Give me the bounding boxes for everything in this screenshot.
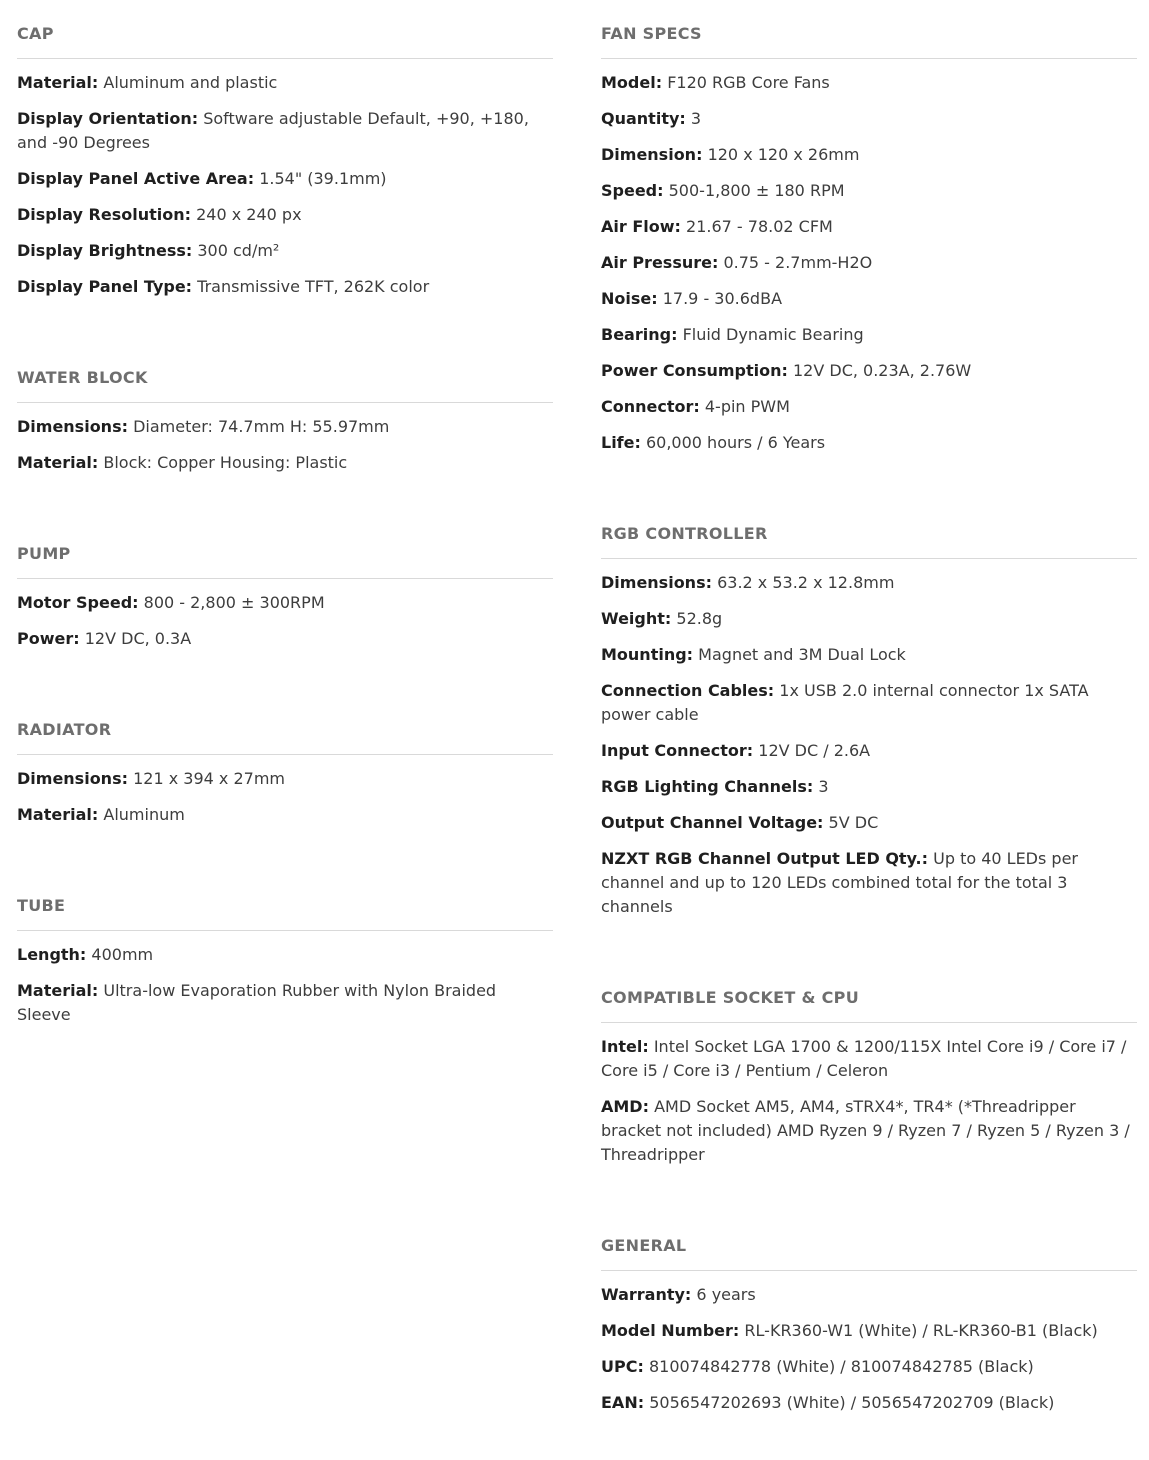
spec-label: NZXT RGB Channel Output LED Qty.: — [601, 849, 929, 868]
spec-label: Dimensions: — [17, 417, 128, 436]
spec-value: RL-KR360-W1 (White) / RL-KR360-B1 (Black) — [744, 1321, 1098, 1340]
spec-label: Intel: — [601, 1037, 649, 1056]
spec-value: 240 x 240 px — [196, 205, 302, 224]
spec-row — [601, 323, 1137, 347]
spec-label: EAN: — [601, 1393, 645, 1412]
section-heading: RADIATOR — [17, 696, 553, 755]
spec-value: 12V DC / 2.6A — [758, 741, 871, 760]
spec-row — [601, 847, 1137, 919]
section-heading: TUBE — [17, 872, 553, 931]
spec-row — [601, 643, 1137, 667]
spec-label: Connector: — [601, 397, 700, 416]
spec-label: AMD: — [601, 1097, 649, 1116]
spec-section-radiator — [17, 696, 553, 827]
spec-row — [601, 359, 1137, 383]
spec-section-tube — [17, 872, 553, 1027]
section-heading: GENERAL — [601, 1212, 1137, 1271]
spec-value: 400mm — [91, 945, 154, 964]
spec-row — [17, 203, 553, 227]
section-heading: PUMP — [17, 520, 553, 579]
spec-value: 52.8g — [676, 609, 723, 628]
left-spec-column — [17, 0, 553, 1072]
spec-value: 1.54" (39.1mm) — [259, 169, 387, 188]
spec-row — [601, 251, 1137, 275]
spec-row — [601, 775, 1137, 799]
spec-row — [17, 71, 553, 95]
spec-row — [601, 179, 1137, 203]
section-heading: CAP — [17, 0, 553, 59]
spec-label: Life: — [601, 433, 641, 452]
spec-label: Display Brightness: — [17, 241, 193, 260]
spec-value: 120 x 120 x 26mm — [707, 145, 860, 164]
spec-label: Noise: — [601, 289, 658, 308]
spec-section-rgb-controller — [601, 500, 1137, 919]
spec-label: Material: — [17, 73, 99, 92]
spec-row — [601, 1391, 1137, 1415]
spec-value: Block: Copper Housing: Plastic — [103, 453, 348, 472]
spec-label: Model Number: — [601, 1321, 740, 1340]
spec-label: Dimension: — [601, 145, 703, 164]
spec-label: Power: — [17, 629, 80, 648]
spec-label: Model: — [601, 73, 663, 92]
spec-label: Warranty: — [601, 1285, 692, 1304]
spec-row — [17, 767, 553, 791]
spec-row — [17, 239, 553, 263]
spec-value: Magnet and 3M Dual Lock — [698, 645, 906, 664]
spec-row — [601, 679, 1137, 727]
spec-row — [17, 275, 553, 299]
spec-label: Material: — [17, 981, 99, 1000]
spec-value: 121 x 394 x 27mm — [133, 769, 285, 788]
spec-label: Dimensions: — [17, 769, 128, 788]
spec-value: 63.2 x 53.2 x 12.8mm — [717, 573, 895, 592]
spec-value: 3 — [690, 109, 702, 128]
spec-value: Transmissive TFT, 262K color — [197, 277, 430, 296]
spec-value: 12V DC, 0.23A, 2.76W — [792, 361, 972, 380]
spec-label: Speed: — [601, 181, 664, 200]
spec-label: Display Orientation: — [17, 109, 199, 128]
spec-row — [17, 591, 553, 615]
spec-label: Connection Cables: — [601, 681, 775, 700]
spec-value: 6 years — [696, 1285, 756, 1304]
spec-label: Display Panel Type: — [17, 277, 193, 296]
spec-label: Material: — [17, 805, 99, 824]
spec-section-water-block — [17, 344, 553, 475]
spec-row — [17, 451, 553, 475]
spec-value: Aluminum — [103, 805, 185, 824]
spec-value: 500-1,800 ± 180 RPM — [668, 181, 845, 200]
right-spec-column — [601, 0, 1137, 1460]
spec-value: Up to 40 LEDs per channel and up to 120 LEDs combined total for the total 3 channels — [601, 849, 1078, 916]
spec-row — [601, 1283, 1137, 1307]
spec-label: RGB Lighting Channels: — [601, 777, 814, 796]
spec-label: Mounting: — [601, 645, 694, 664]
spec-value: 21.67 - 78.02 CFM — [686, 217, 833, 236]
spec-row — [601, 1319, 1137, 1343]
spec-row — [601, 107, 1137, 131]
spec-value: 12V DC, 0.3A — [84, 629, 192, 648]
spec-row — [17, 979, 553, 1027]
spec-row — [17, 803, 553, 827]
section-heading: WATER BLOCK — [17, 344, 553, 403]
spec-row — [17, 415, 553, 439]
spec-row — [601, 143, 1137, 167]
spec-row — [601, 607, 1137, 631]
section-heading: FAN SPECS — [601, 0, 1137, 59]
spec-row — [601, 395, 1137, 419]
spec-row — [601, 1095, 1137, 1167]
spec-row — [601, 571, 1137, 595]
spec-label: Air Flow: — [601, 217, 681, 236]
spec-label: Weight: — [601, 609, 672, 628]
spec-value: 17.9 - 30.6dBA — [662, 289, 783, 308]
spec-section-compatible-socket-cpu — [601, 964, 1137, 1167]
spec-value: 60,000 hours / 6 Years — [645, 433, 826, 452]
spec-row — [601, 811, 1137, 835]
spec-value: 0.75 - 2.7mm-H2O — [723, 253, 873, 272]
spec-row — [601, 431, 1137, 455]
spec-label: Air Pressure: — [601, 253, 719, 272]
section-heading: COMPATIBLE SOCKET & CPU — [601, 964, 1137, 1023]
spec-label: UPC: — [601, 1357, 644, 1376]
spec-value: 4-pin PWM — [704, 397, 790, 416]
spec-value: 800 - 2,800 ± 300RPM — [143, 593, 325, 612]
spec-section-general — [601, 1212, 1137, 1415]
spec-value: Intel Socket LGA 1700 & 1200/115X Intel Core i9 / Core i7 / Core i5 / Core i3 / Pentium / Celeron — [601, 1037, 1127, 1080]
spec-value: 5056547202693 (White) / 5056547202709 (Black) — [649, 1393, 1055, 1412]
spec-row — [601, 287, 1137, 311]
spec-label: Dimensions: — [601, 573, 712, 592]
spec-label: Input Connector: — [601, 741, 754, 760]
spec-label: Motor Speed: — [17, 593, 139, 612]
spec-value: 300 cd/m² — [197, 241, 280, 260]
spec-value: Software adjustable Default, +90, +180, and -90 Degrees — [17, 109, 529, 152]
spec-row — [601, 71, 1137, 95]
spec-value: 3 — [818, 777, 829, 796]
spec-row — [17, 107, 553, 155]
section-heading: RGB CONTROLLER — [601, 500, 1137, 559]
spec-row — [601, 1355, 1137, 1379]
spec-value: Ultra-low Evaporation Rubber with Nylon Braided Sleeve — [17, 981, 497, 1024]
spec-value: 1x USB 2.0 internal connector 1x SATA power cable — [601, 681, 1089, 724]
spec-value: 5V DC — [828, 813, 879, 832]
spec-value: F120 RGB Core Fans — [667, 73, 830, 92]
spec-row — [601, 215, 1137, 239]
spec-row — [17, 167, 553, 191]
spec-label: Length: — [17, 945, 87, 964]
spec-label: Output Channel Voltage: — [601, 813, 824, 832]
spec-row — [601, 739, 1137, 763]
spec-section-fan-specs — [601, 0, 1137, 455]
spec-label: Power Consumption: — [601, 361, 788, 380]
spec-label: Quantity: — [601, 109, 686, 128]
spec-row — [17, 627, 553, 651]
spec-section-cap — [17, 0, 553, 299]
spec-label: Material: — [17, 453, 99, 472]
spec-value: Aluminum and plastic — [103, 73, 278, 92]
spec-value: Diameter: 74.7mm H: 55.97mm — [133, 417, 390, 436]
spec-label: Bearing: — [601, 325, 678, 344]
spec-label: Display Panel Active Area: — [17, 169, 255, 188]
spec-value: 810074842778 (White) / 810074842785 (Black) — [648, 1357, 1034, 1376]
spec-label: Display Resolution: — [17, 205, 192, 224]
spec-section-pump — [17, 520, 553, 651]
spec-row — [17, 943, 553, 967]
spec-value: AMD Socket AM5, AM4, sTRX4*, TR4* (*Threadripper bracket not included) AMD Ryzen 9 / Ryzen 7 / Ryzen 5 / Ryzen 3 / Threadripper — [601, 1097, 1130, 1164]
spec-value: Fluid Dynamic Bearing — [682, 325, 864, 344]
spec-row — [601, 1035, 1137, 1083]
